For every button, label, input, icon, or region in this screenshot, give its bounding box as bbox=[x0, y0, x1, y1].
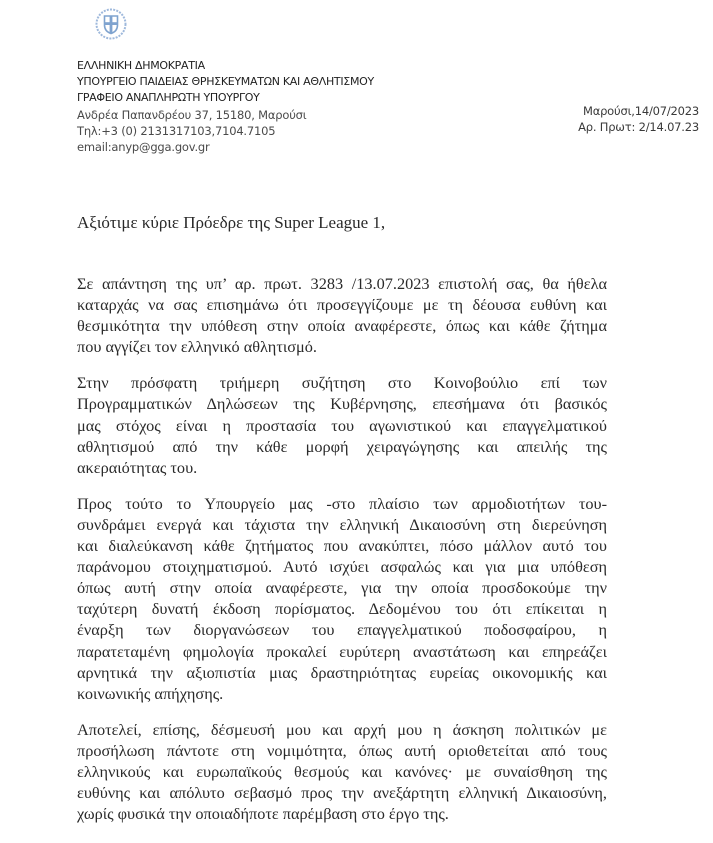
text-line: κοινωνικής απήχησης. bbox=[77, 683, 224, 703]
text-line: ελληνικούς και ευρωπαϊκούς θεσμούς και κανόνες· με συναίσθηση της bbox=[77, 761, 607, 781]
text-line: μας στόχος είναι η προστασία του αγωνιστικού και επαγγελματικού bbox=[77, 415, 607, 435]
protocol-number: Αρ. Πρωτ: 2/14.07.23 bbox=[578, 120, 699, 134]
text-line: θεσμικότητα την υπόθεση στην οποία αναφέρεστε, όπως και κάθε ζήτημα bbox=[77, 316, 607, 336]
text-line: Προς τούτο το Υπουργείο μας -στο πλαίσιο των αρμοδιοτήτων του- bbox=[77, 493, 607, 513]
country-name: ΕΛΛΗΝΙΚΗ ΔΗΜΟΚΡΑΤΙΑ bbox=[77, 59, 205, 72]
letterhead bbox=[77, 58, 374, 155]
paragraph-2 bbox=[77, 372, 607, 477]
text-line: και διαλεύκανση κάθε ζητήματος που ανακύπτει, πόσο μάλλον αυτό του bbox=[77, 536, 607, 556]
letter-body bbox=[77, 273, 607, 839]
text-line: Αποτελεί, επίσης, δέσμευσή μου και αρχή μου η άσκηση πολιτικών με bbox=[77, 719, 607, 739]
text-line: προσήλωση πάντοτε στη νομιμότητα, όπως αυτή οριοθετείται από τους bbox=[77, 740, 607, 760]
text-line: αρνητικά την αξιοπιστία μιας δραστηριότητας ευρείας οικονομικής και bbox=[77, 662, 607, 682]
text-line: καταρχάς να σας επισημάνω ότι προσεγγίζουμε με τη δέουσα ευθύνη και bbox=[77, 295, 607, 315]
text-line: αθλητισμού από την κάθε μορφή χειραγώγησης και απειλής της bbox=[77, 436, 607, 456]
text-line: ταχύτερη δυνατή έκδοση πορίσματος. Δεδομένου του ότι επίκειται η bbox=[77, 599, 607, 619]
text-line: ευθύνης και απόλυτο σεβασμό προς την ανεξάρτητη ελληνική Δικαιοσύνη, bbox=[77, 783, 607, 803]
office-name: ΓΡΑΦΕΙΟ ΑΝΑΠΛΗΡΩΤΗ ΥΠΟΥΡΓΟΥ bbox=[77, 91, 260, 105]
text-line: συνδράμει ενεργά και τάχιστα την ελληνική Δικαιοσύνη στη διερεύνηση bbox=[77, 514, 607, 534]
text-line: παράνομου στοιχηματισμού. Αυτό ισχύει ασφαλώς και για μια υπόθεση bbox=[77, 557, 607, 577]
text-line: όπως αυτή στην οποία αναφέρεστε, για την οποία προσδοκούμε την bbox=[77, 578, 607, 598]
phone: Τηλ:+3 (0) 2131317103,7104.7105 bbox=[77, 123, 276, 138]
salutation: Αξιότιμε κύριε Πρόεδρε της Super League 1, bbox=[77, 213, 386, 232]
text-line: ακεραιότητας του. bbox=[77, 457, 198, 477]
text-line: Σε απάντηση της υπ’ αρ. πρωτ. 3283 /13.07.2023 επιστολή σας, θα ήθελα bbox=[77, 274, 607, 293]
document-meta bbox=[578, 103, 699, 135]
paragraph-4 bbox=[77, 719, 607, 824]
address: Ανδρέα Παπανδρέου 37, 15180, Μαρούσι bbox=[77, 107, 307, 122]
paragraph-1 bbox=[77, 273, 607, 357]
text-line: που αγγίζει τον ελληνικό αθλητισμό. bbox=[77, 337, 317, 357]
text-line: Προγραμματικών Δηλώσεων της Κυβέρνησης, επεσήμανα ότι βασικός bbox=[77, 394, 607, 414]
text-line: χωρίς φυσικά την οποιαδήποτε παρέμβαση στο έργο της. bbox=[77, 804, 449, 824]
text-line: έναρξη των διοργανώσεων του επαγγελματικού ποδοσφαίρου, η bbox=[77, 620, 607, 640]
paragraph-3 bbox=[77, 493, 607, 704]
email: email:anyp@gga.gov.gr bbox=[77, 140, 210, 155]
text-line: παρατεταμένη φημολογία προκαλεί ευρύτερη αναστάτωση και επηρεάζει bbox=[77, 641, 607, 661]
greek-emblem-icon bbox=[95, 8, 127, 40]
text-line: Στην πρόσφατη τριήμερη συζήτηση στο Κοινοβούλιο επί των bbox=[77, 373, 607, 393]
place-date: Μαρούσι,14/07/2023 bbox=[582, 104, 699, 118]
ministry-name: ΥΠΟΥΡΓΕΙΟ ΠΑΙΔΕΙΑΣ ΘΡΗΣΚΕΥΜΑΤΩΝ ΚΑΙ ΑΘΛΗΤΙΣΜΟΥ bbox=[77, 75, 374, 89]
